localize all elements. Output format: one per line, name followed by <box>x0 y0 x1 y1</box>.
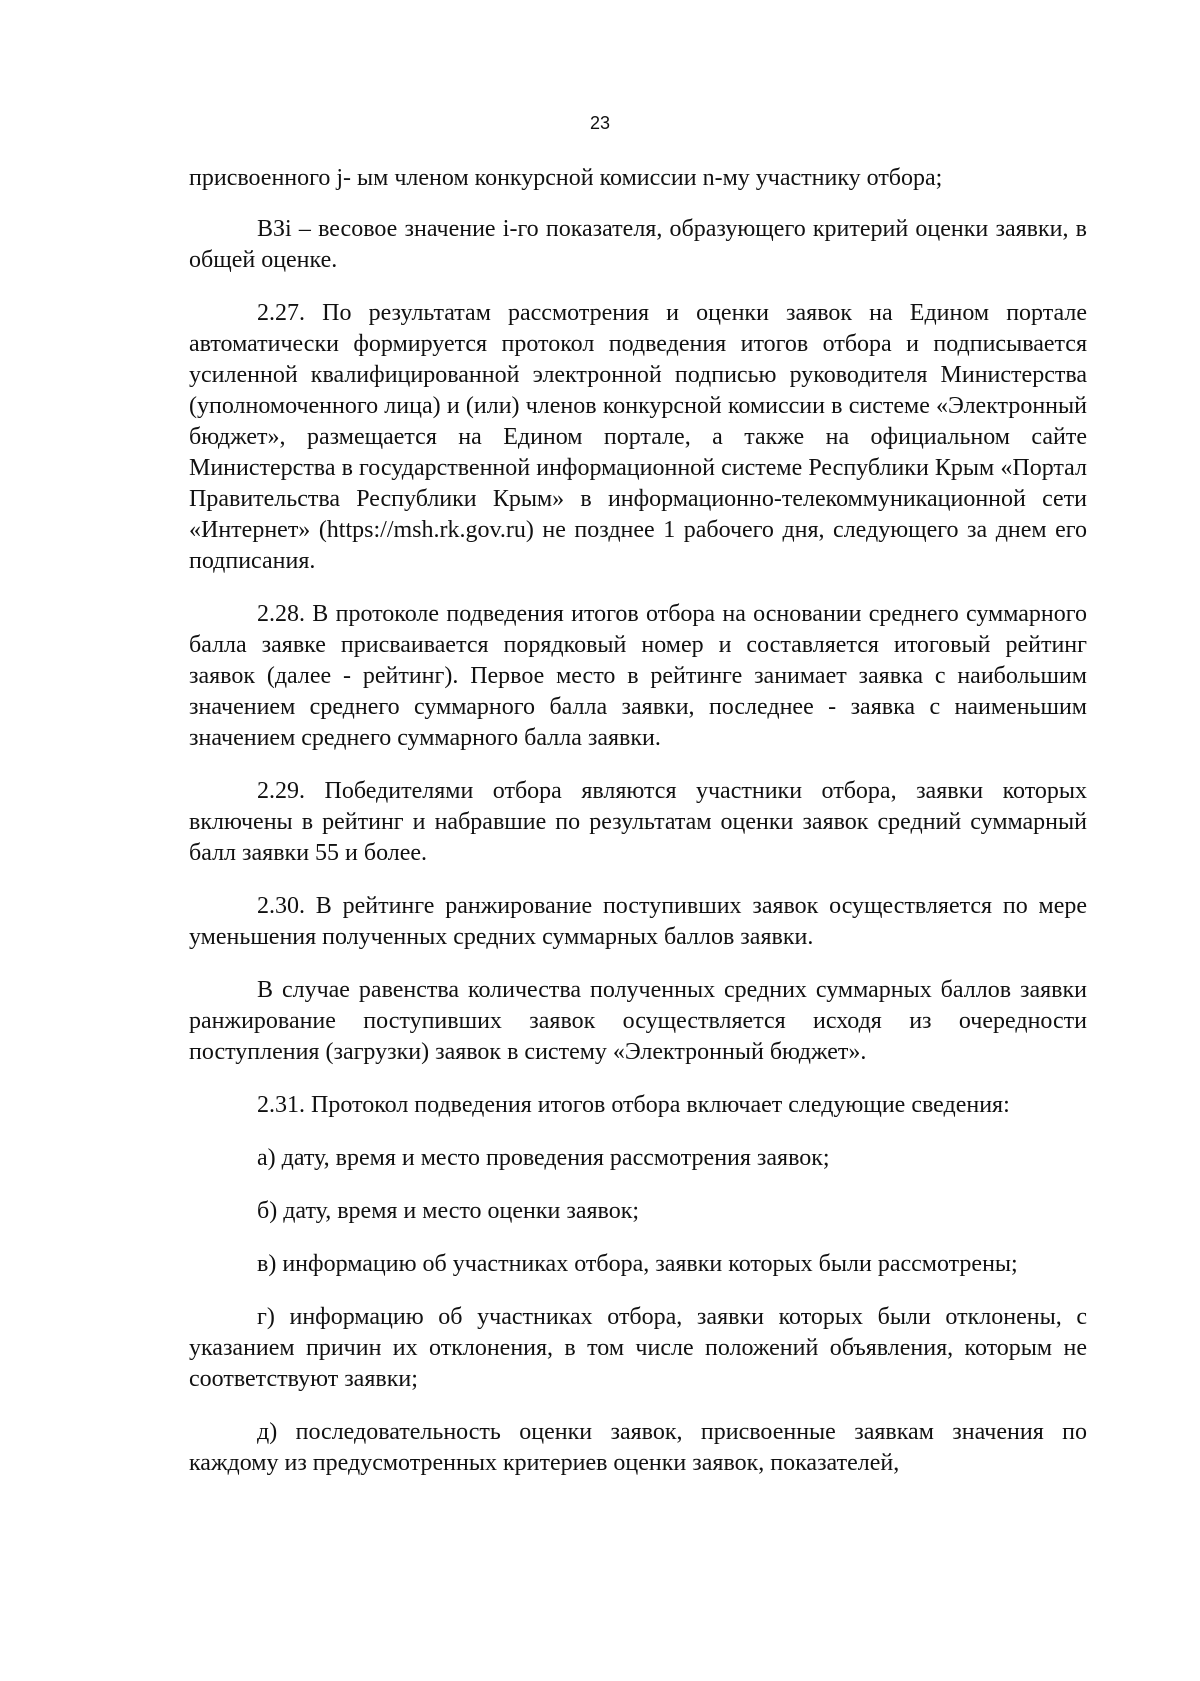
paragraph-equal-scores: В случае равенства количества полученных средних суммарных баллов заявки ранжирование поступивших заявок осуществляется исходя из очередности поступления (загрузки) заявок в систему «Электронный бюджет». <box>189 977 1087 1065</box>
paragraph-2-28: 2.28. В протоколе подведения итогов отбора на основании среднего суммарного балла заявке присваивается порядковый номер и составляется итоговый рейтинг заявок (далее - рейтинг). Первое место в рейтинге занимает заявка с наибольшим значением среднего суммарного балла заявки, последнее - заявка с наименьшим значением среднего суммарного балла заявки. <box>189 601 1087 751</box>
list-item-b: б) дату, время и место оценки заявок; <box>257 1198 640 1224</box>
list-item-g: г) информацию об участниках отбора, заявки которых были отклонены, с указанием причин их отклонения, в том числе положений объявления, которым не соответствуют заявки; <box>189 1304 1087 1392</box>
paragraph-weight-definition: ВЗi – весовое значение i-го показателя, образующего критерий оценки заявки, в общей оценке. <box>189 216 1087 273</box>
paragraph-continuation: присвоенного j- ым членом конкурсной комиссии n-му участнику отбора; <box>189 165 943 191</box>
list-item-a: а) дату, время и место проведения рассмотрения заявок; <box>257 1145 830 1171</box>
paragraph-2-29: 2.29. Победителями отбора являются участники отбора, заявки которых включены в рейтинг и набравшие по результатам оценки заявок средний суммарный балл заявки 55 и более. <box>189 778 1087 866</box>
list-item-d: д) последовательность оценки заявок, присвоенные заявкам значения по каждому из предусмотренных критериев оценки заявок, показателей, <box>189 1419 1087 1476</box>
paragraph-2-30: 2.30. В рейтинге ранжирование поступивших заявок осуществляется по мере уменьшения полученных средних суммарных баллов заявки. <box>189 893 1087 950</box>
document-body <box>189 163 1087 1501</box>
page-number: 23 <box>589 113 611 133</box>
paragraph-2-31: 2.31. Протокол подведения итогов отбора включает следующие сведения: <box>257 1092 1010 1118</box>
list-item-v: в) информацию об участниках отбора, заявки которых были рассмотрены; <box>257 1251 1018 1277</box>
paragraph-2-27: 2.27. По результатам рассмотрения и оценки заявок на Едином портале автоматически формируется протокол подведения итогов отбора и подписывается усиленной квалифицированной электронной подписью руководителя Министерства (уполномоченного лица) и (или) членов конкурсной комиссии в системе «Электронный бюджет», размещается на Едином портале, а также на официальном сайте Министерства в государственной информационной системе Республики Крым «Портал Правительства Республики Крым» в информационно-телекоммуникационной сети «Интернет» (https://msh.rk.gov.ru) не позднее 1 рабочего дня, следующего за днем его подписания. <box>189 300 1087 574</box>
